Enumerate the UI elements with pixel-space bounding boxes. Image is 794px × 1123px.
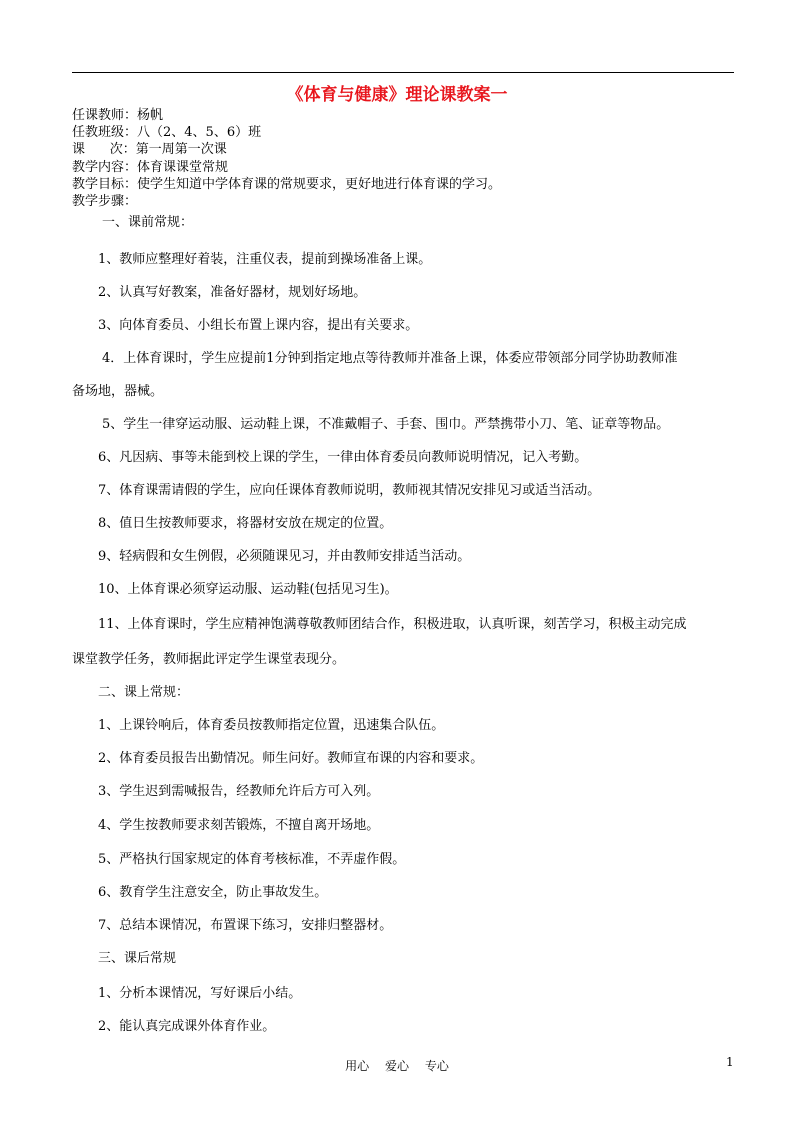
- lesson-meta: [72, 107, 752, 210]
- list-item: 11、上体育课时，学生应精神饱满尊敬教师团结合作，积极进取，认真听课，刻苦学习，积极主动完成: [98, 617, 687, 632]
- list-item: 5、学生一律穿运动服、运动鞋上课，不准戴帽子、手套、围巾。严禁携带小刀、笔、证章等物品。: [102, 417, 670, 432]
- list-item: 4、学生按教师要求刻苦锻炼，不擅自离开场地。: [98, 818, 380, 833]
- list-item: 6、教育学生注意安全，防止事故发生。: [98, 885, 328, 900]
- list-item: 2、认真写好教案，准备好器材，规划好场地。: [98, 285, 367, 300]
- list-item: 7、体育课需请假的学生，应向任课体育教师说明，教师视其情况安排见习或适当活动。: [98, 483, 601, 498]
- header-rule: [72, 72, 734, 73]
- page-title: 《体育与健康》理论课教案一: [286, 85, 508, 105]
- footer-motto: 爱心: [384, 1059, 409, 1073]
- meta-teacher: 任课教师：杨帆: [72, 108, 164, 123]
- section-heading: 一、课前常规：: [102, 215, 194, 230]
- list-item: 7、总结本课情况，布置课下练习，安排归整器材。: [98, 918, 393, 933]
- list-item: 2、能认真完成课外体育作业。: [98, 1019, 276, 1034]
- section-heading: 三、课后常规: [98, 951, 177, 966]
- list-item: 9、轻病假和女生例假，必须随课见习，并由教师安排适当活动。: [98, 549, 471, 564]
- meta-content: 教学内容：体育课课堂常规: [72, 159, 229, 175]
- list-item: 2、体育委员报告出勤情况。师生问好。教师宣布课的内容和要求。: [98, 751, 484, 766]
- list-item: 4．上体育课时，学生应提前1分钟到指定地点等待教师并准备上课，体委应带领部分同学协助教师准: [102, 351, 678, 366]
- list-item: 6、凡因病、事等未能到校上课的学生，一律由体育委员向教师说明情况，记入考勤。: [98, 450, 588, 465]
- footer-motto: 专心: [424, 1059, 449, 1073]
- list-item-continuation: 备场地，器械。: [72, 384, 164, 399]
- footer-motto: 用心: [345, 1059, 370, 1073]
- list-item: 10、上体育课必须穿运动服、运动鞋(包括见习生)。: [98, 582, 398, 597]
- list-item: 3、学生迟到需喊报告，经教师允许后方可入列。: [98, 784, 380, 799]
- list-item: 3、向体育委员、小组长布置上课内容，提出有关要求。: [98, 318, 419, 333]
- section-heading: 二、课上常规：: [98, 685, 190, 700]
- meta-steps: 教学步骤：: [72, 193, 138, 209]
- list-item: 8、值日生按教师要求，将器材安放在规定的位置。: [98, 516, 393, 531]
- list-item: 1、教师应整理好着装，注重仪表，提前到操场准备上课。: [98, 252, 432, 267]
- list-item: 1、上课铃响后，体育委员按教师指定位置，迅速集合队伍。: [98, 718, 445, 733]
- list-item: 5、严格执行国家规定的体育考核标准，不弄虚作假。: [98, 852, 406, 867]
- list-item-continuation: 课堂教学任务，教师据此评定学生课堂表现分。: [72, 652, 346, 667]
- list-item: 1、分析本课情况，写好课后小结。: [98, 986, 302, 1001]
- page-footer: [0, 1057, 794, 1074]
- meta-classes: 任教班级：八（2、4、5、6）班: [72, 125, 262, 141]
- meta-objective: 教学目标：使学生知道中学体育课的常规要求，更好地进行体育课的学习。: [72, 176, 502, 192]
- page-number: 1: [726, 1055, 734, 1069]
- meta-session: 课 次：第一周第一次课: [72, 142, 227, 158]
